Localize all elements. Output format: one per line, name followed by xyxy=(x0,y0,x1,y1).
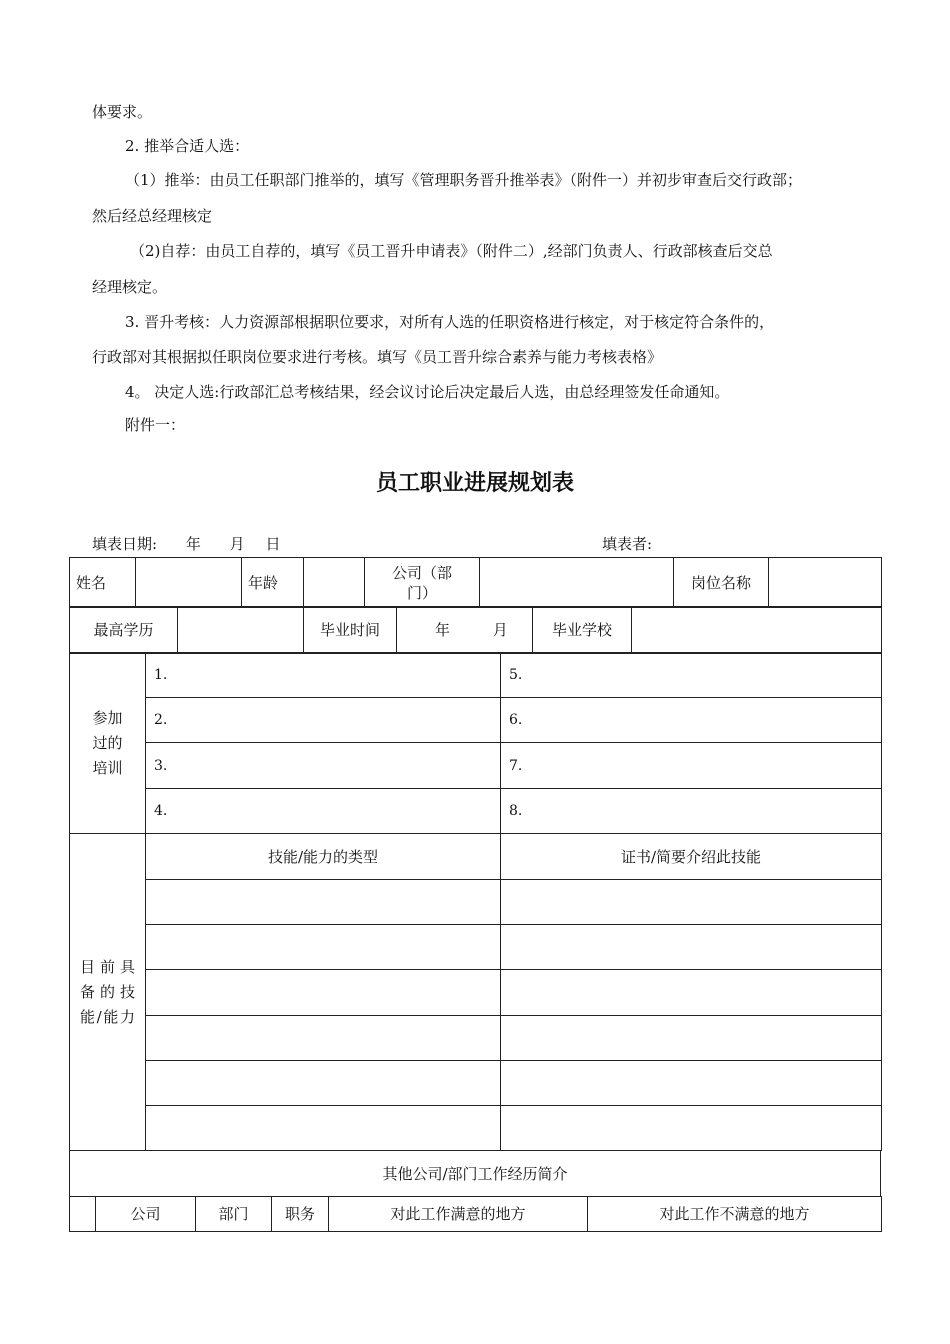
skill-type-cell[interactable] xyxy=(146,1061,501,1106)
grad-month: 月 xyxy=(492,621,508,639)
filler-label: 填表者: xyxy=(602,535,653,553)
company-dept-label: 公司（部门） xyxy=(365,558,480,608)
skill-type-cell[interactable] xyxy=(146,1106,501,1151)
skill-cert-cell[interactable] xyxy=(501,1061,882,1106)
date-line xyxy=(92,534,280,554)
training-item-6[interactable]: 6. xyxy=(501,698,882,743)
history-header-table xyxy=(69,1196,882,1232)
date-year: 年 xyxy=(185,535,201,553)
training-item-2[interactable]: 2. xyxy=(146,698,501,743)
skill-cert-cell[interactable] xyxy=(501,1016,882,1061)
skill-type-cell[interactable] xyxy=(146,1016,501,1061)
training-item-4[interactable]: 4. xyxy=(146,789,501,834)
skill-cert-cell[interactable] xyxy=(501,970,882,1016)
grad-time-label: 毕业时间 xyxy=(304,607,397,654)
age-value[interactable] xyxy=(304,558,365,608)
history-title: 其他公司/部门工作经历简介 xyxy=(70,1151,881,1197)
training-label: 参加过的培训 xyxy=(70,653,146,834)
history-dept-header: 部门 xyxy=(196,1197,272,1232)
school-label: 毕业学校 xyxy=(533,607,632,654)
training-item-3[interactable]: 3. xyxy=(146,743,501,789)
skill-cert-cell[interactable] xyxy=(501,925,882,970)
school-value[interactable] xyxy=(632,607,882,654)
intro-line-4: 然后经总经理核定 xyxy=(92,207,213,225)
intro-line-10: 附件一： xyxy=(125,416,186,434)
skill-type-cell[interactable] xyxy=(146,925,501,970)
skills-label: 目前具备的技能/能力 xyxy=(70,834,146,1151)
intro-line-8: 行政部对其根据拟任职岗位要求进行考核。填写《员工晋升综合素养与能力考核表格》 xyxy=(92,348,663,366)
date-month: 月 xyxy=(229,535,245,553)
history-satisfied-header: 对此工作满意的地方 xyxy=(329,1197,588,1232)
training-item-1[interactable]: 1. xyxy=(146,653,501,698)
position-label: 岗位名称 xyxy=(674,558,769,608)
name-label: 姓名 xyxy=(70,558,136,608)
history-index-cell xyxy=(70,1197,96,1232)
history-unsatisfied-header: 对此工作不满意的地方 xyxy=(588,1197,882,1232)
skill-cert-cell[interactable] xyxy=(501,1106,882,1151)
date-label: 填表日期: xyxy=(92,535,158,553)
intro-line-1: 体要求。 xyxy=(92,103,153,121)
age-label: 年龄 xyxy=(242,558,304,608)
training-item-5[interactable]: 5. xyxy=(501,653,882,698)
history-title-table xyxy=(69,1150,881,1197)
name-value[interactable] xyxy=(136,558,242,608)
intro-line-2: 2. 推举合适人选： xyxy=(125,137,250,155)
skill-type-cell[interactable] xyxy=(146,880,501,925)
form-title: 员工职业进展规划表 xyxy=(375,471,574,496)
intro-line-6: 经理核定。 xyxy=(92,278,168,296)
intro-line-3: （1）推举：由员工任职部门推举的，填写《管理职务晋升推举表》（附件一）并初步审查后交行政部； xyxy=(125,171,803,189)
form-row-basic xyxy=(69,557,882,608)
date-day: 日 xyxy=(265,535,281,553)
skill-type-cell[interactable] xyxy=(146,970,501,1016)
skills-type-header: 技能/能力的类型 xyxy=(146,834,501,880)
history-company-header: 公司 xyxy=(96,1197,196,1232)
training-item-7[interactable]: 7. xyxy=(501,743,882,789)
history-duty-header: 职务 xyxy=(272,1197,329,1232)
grad-year: 年 xyxy=(435,621,451,639)
grad-time-value[interactable] xyxy=(397,607,533,654)
skill-cert-cell[interactable] xyxy=(501,880,882,925)
training-skills-table xyxy=(69,652,882,1151)
intro-line-5: （2)自荐：由员工自荐的，填写《员工晋升申请表》（附件二）,经部门负责人、行政部核查后交总 xyxy=(130,242,773,260)
skills-cert-header: 证书/简要介绍此技能 xyxy=(501,834,882,880)
form-row-education xyxy=(69,606,882,654)
position-value[interactable] xyxy=(769,558,882,608)
education-value[interactable] xyxy=(178,607,304,654)
education-label: 最高学历 xyxy=(70,607,178,654)
training-item-8[interactable]: 8. xyxy=(501,789,882,834)
company-dept-value[interactable] xyxy=(480,558,674,608)
intro-line-9: 4。 决定人选:行政部汇总考核结果，经会议讨论后决定最后人选，由总经理签发任命通知。 xyxy=(125,383,730,401)
intro-line-7: 3. 晋升考核：人力资源部根据职位要求，对所有人选的任职资格进行核定，对于核定符合条件的， xyxy=(125,313,775,331)
